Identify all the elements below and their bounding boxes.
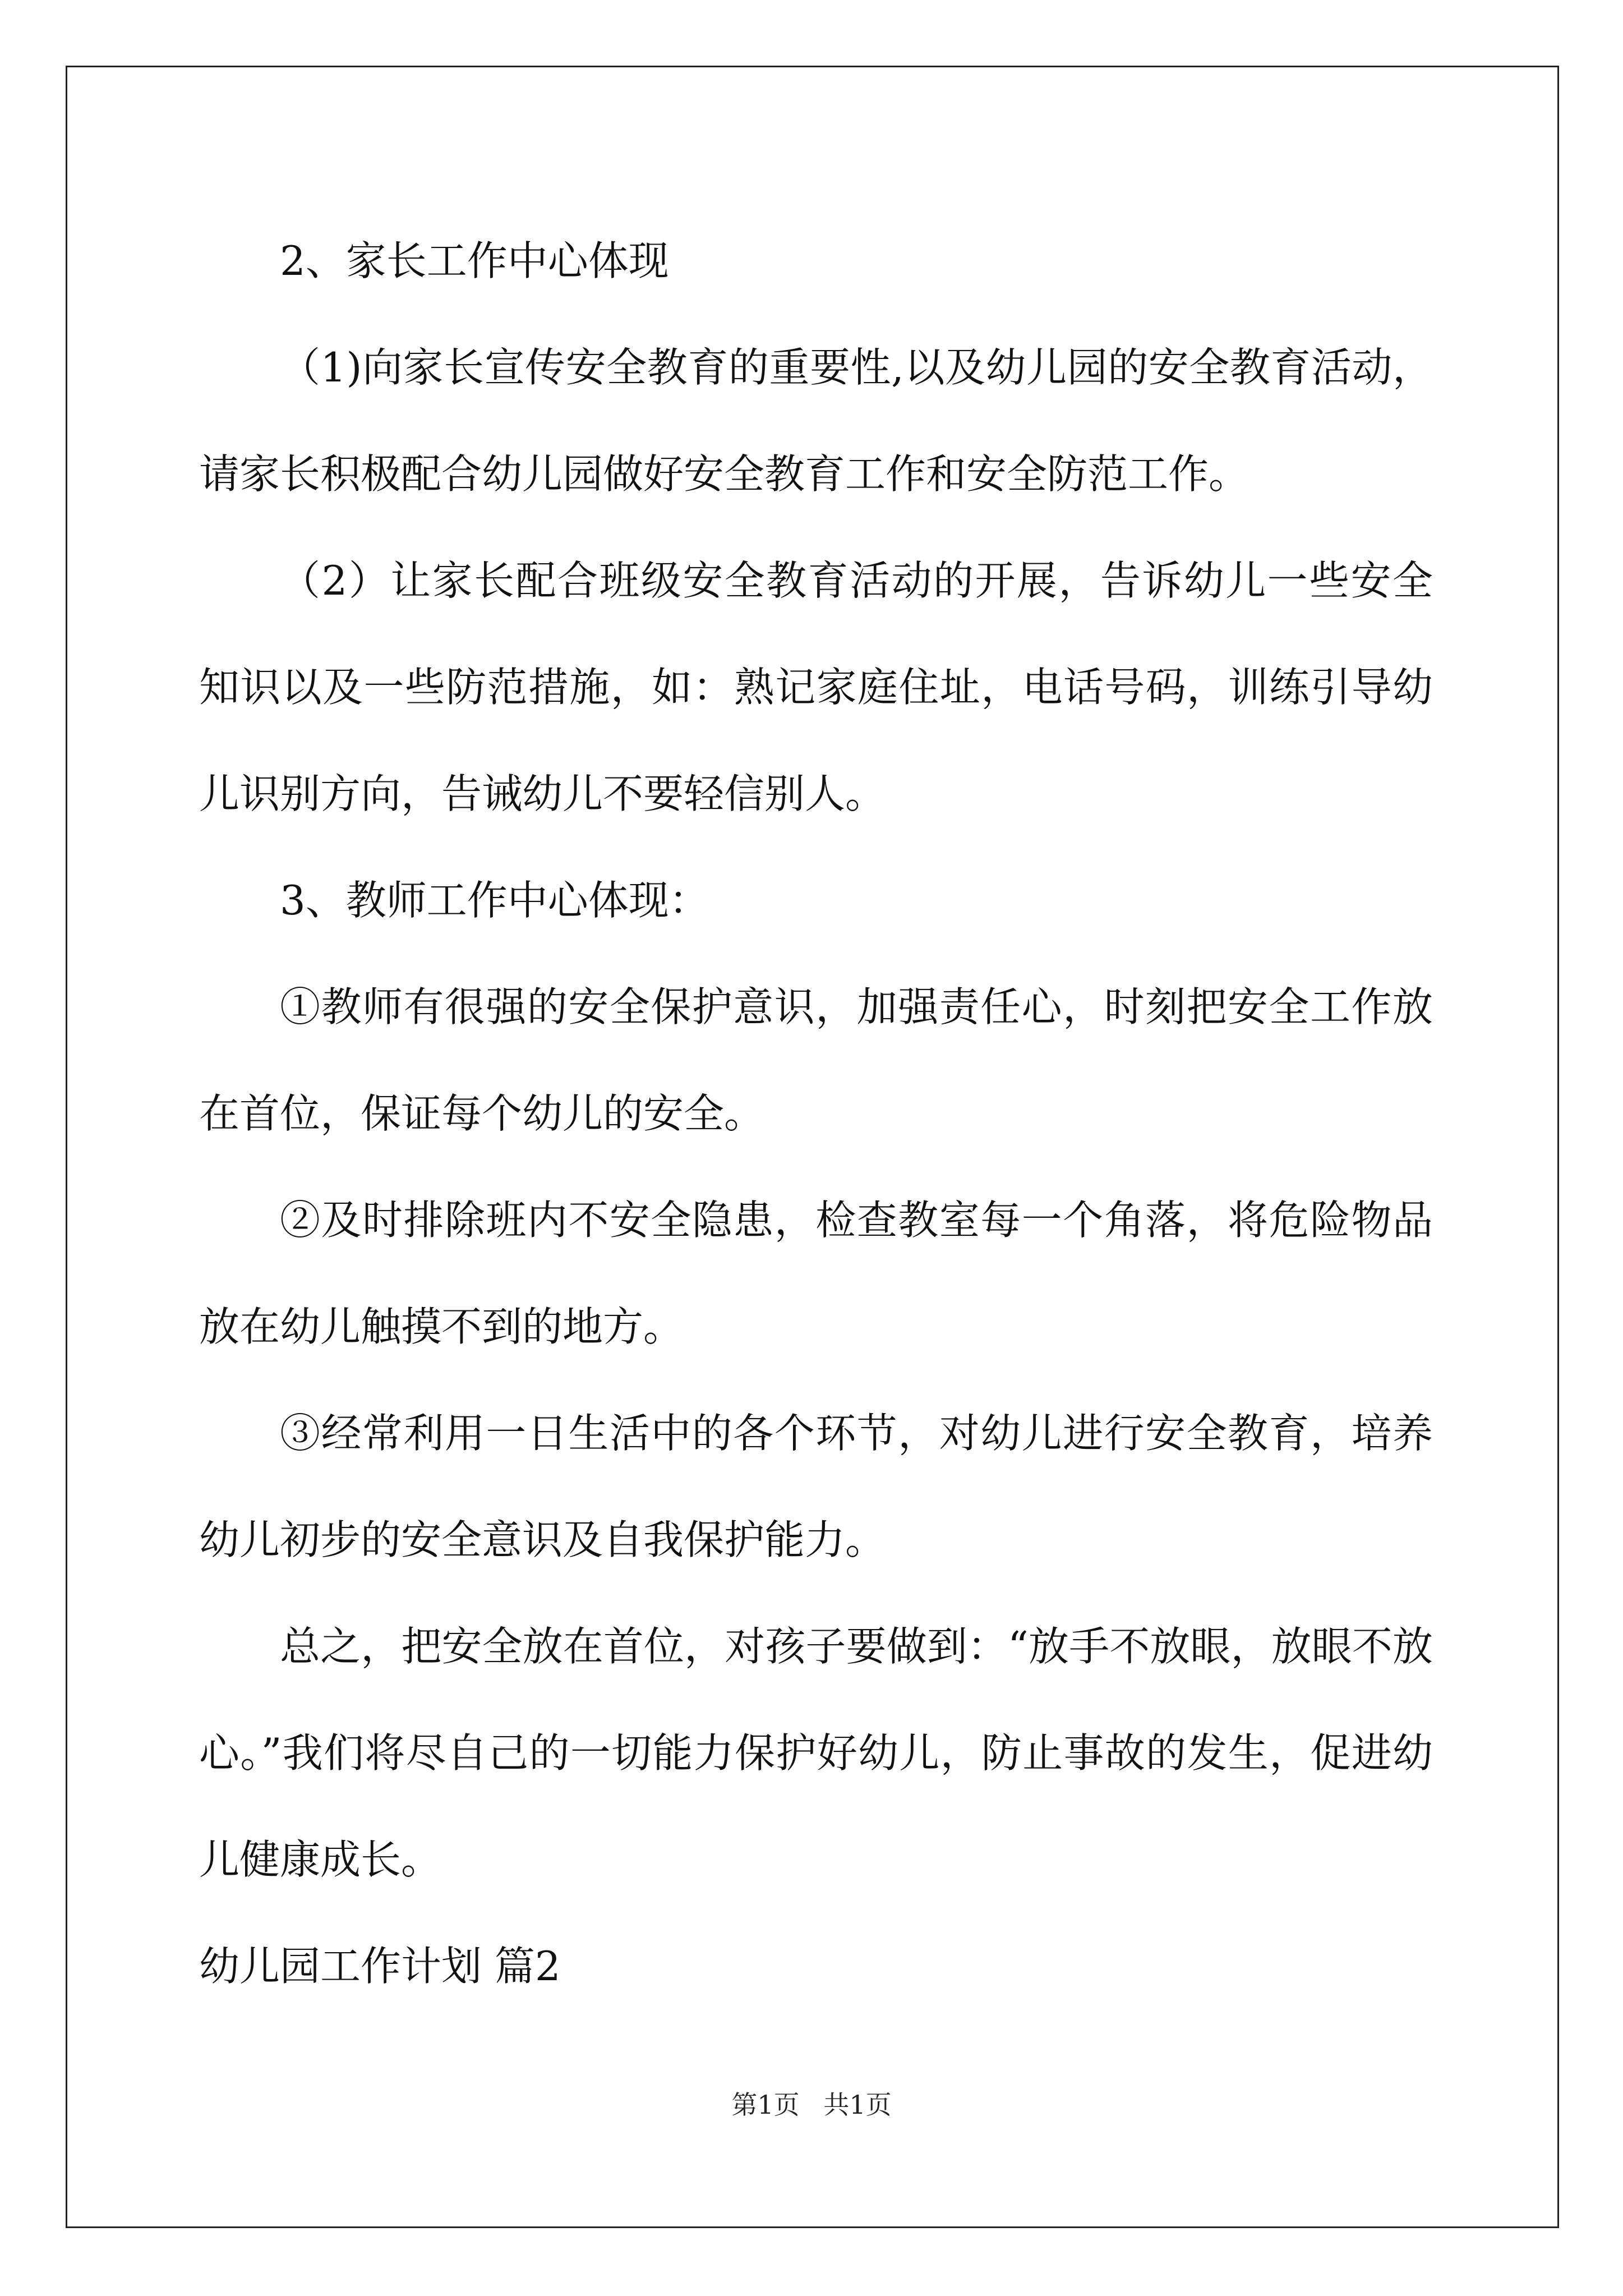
page-number-total: 共1页 [823,2090,892,2120]
document-body [199,208,1433,2019]
section-title-plan-2: 幼儿园工作计划 篇2 [199,1943,561,1990]
paragraph-parent-item-1: （1)向家长宣传安全教育的重要性,以及幼儿园的安全教育活动，请家长积极配合幼儿园做好安全教育工作和安全防范工作。 [199,344,1433,498]
paragraph-teacher-item-3: ③经常利用一日生活中的各个环节，对幼儿进行安全教育，培养幼儿初步的安全意识及自我保护能力。 [199,1410,1433,1563]
page-number-current: 第1页 [731,2090,800,2120]
paragraph-parent-item-2: （2）让家长配合班级安全教育活动的开展，告诉幼儿一些安全知识以及一些防范措施，如：熟记家庭住址，电话号码，训练引导幼儿识别方向，告诫幼儿不要轻信别人。 [199,557,1433,817]
paragraph-teacher-item-2: ②及时排除班内不安全隐患，检查教室每一个角落，将危险物品放在幼儿触摸不到的地方。 [199,1197,1433,1350]
heading-teacher-work: 3、教师工作中心体现： [280,877,709,924]
paragraph-conclusion: 总之，把安全放在首位，对孩子要做到：“放手不放眼，放眼不放心。”我们将尽自己的一切能力保护好幼儿，防止事故的发生，促进幼儿健康成长。 [199,1623,1433,1883]
heading-parent-work: 2、家长工作中心体现 [280,237,669,284]
paragraph-teacher-item-1: ①教师有很强的安全保护意识，加强责任心，时刻把安全工作放在首位，保证每个幼儿的安全。 [199,983,1433,1137]
page-footer [0,2088,1623,2122]
